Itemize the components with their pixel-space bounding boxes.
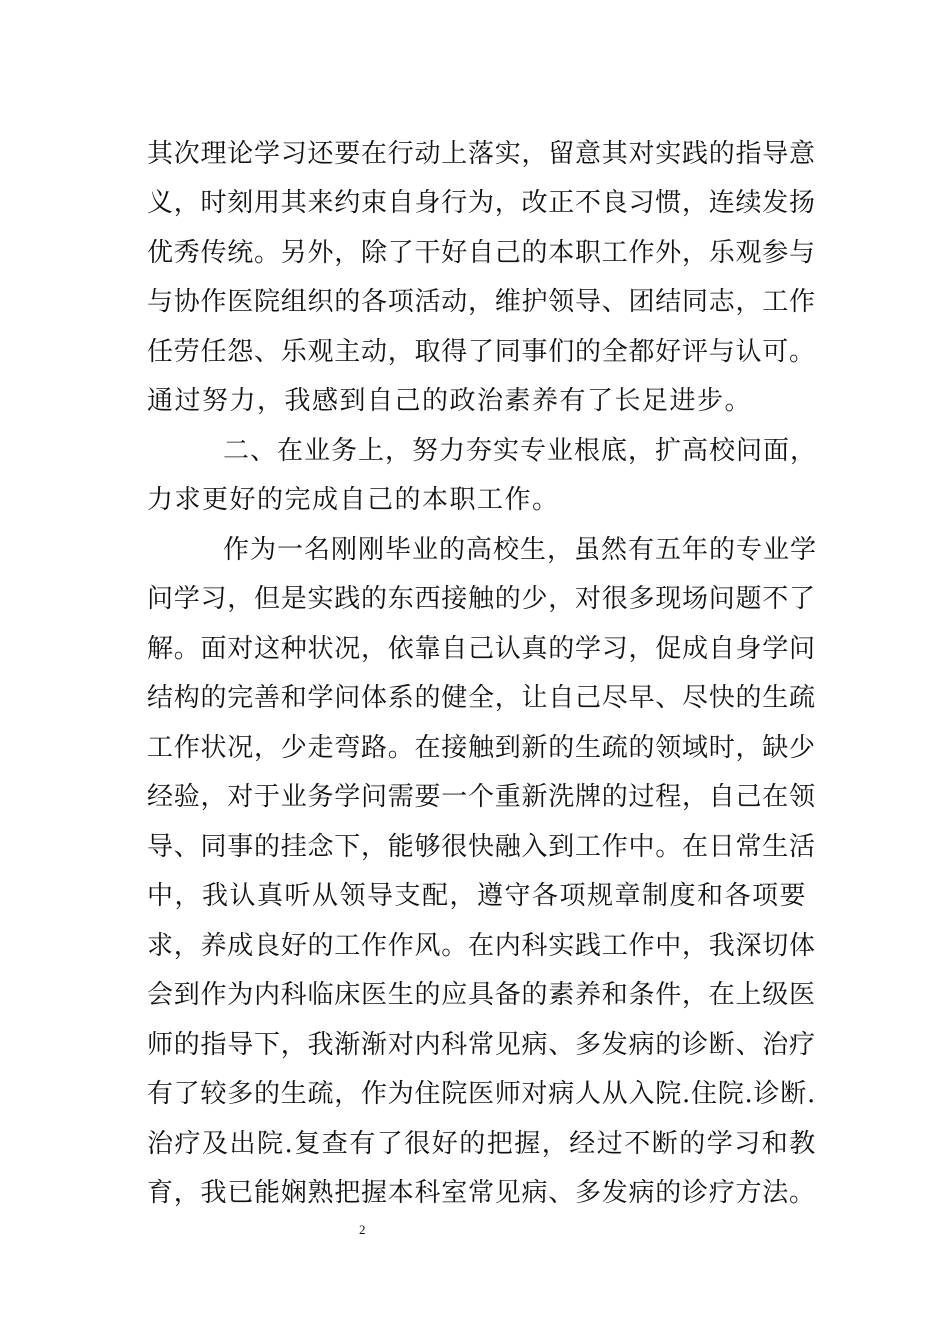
text-line: 工作状况，少走弯路。在接触到新的生疏的领域时，缺少	[147, 733, 816, 763]
text-line: 通过努力，我感到自己的政治素养有了长足进步。	[147, 386, 753, 416]
text-line: 优秀传统。另外，除了干好自己的本职工作外，乐观参与	[147, 238, 816, 268]
text-line: 任劳任怨、乐观主动，取得了同事们的全都好评与认可。	[147, 337, 816, 367]
text-line: 导、同事的挂念下，能够很快融入到工作中。在日常生活	[147, 832, 816, 862]
text-line: 作为一名刚刚毕业的高校生，虽然有五年的专业学	[223, 535, 818, 565]
text-line: 义，时刻用其来约束自身行为，改正不良习惯，连续发扬	[147, 188, 816, 218]
text-line: 求，养成良好的工作作风。在内科实践工作中，我深切体	[147, 931, 816, 961]
text-line: 问学习，但是实践的东西接触的少，对很多现场问题不了	[147, 584, 816, 614]
text-line: 与协作医院组织的各项活动，维护领导、团结同志，工作	[147, 287, 816, 317]
text-line: 解。面对这种状况，依靠自己认真的学习，促成自身学问	[147, 634, 816, 664]
text-line: 力求更好的完成自己的本职工作。	[147, 485, 560, 515]
text-line: 二、在业务上，努力夯实专业根底，扩高校问面，	[223, 436, 818, 466]
text-line: 治疗及出院.复查有了很好的把握，经过不断的学习和教	[147, 1129, 817, 1159]
text-line: 其次理论学习还要在行动上落实，留意其对实践的指导意	[147, 139, 816, 169]
text-line: 有了较多的生疏，作为住院医师对病人从入院.住院.诊断.	[147, 1079, 817, 1109]
page-number: 2	[359, 1222, 366, 1237]
text-line: 中，我认真听从领导支配，遵守各项规章制度和各项要	[147, 881, 808, 911]
text-line: 会到作为内科临床医生的应具备的素养和条件，在上级医	[147, 980, 816, 1010]
text-line: 经验，对于业务学问需要一个重新洗牌的过程，自己在领	[147, 782, 816, 812]
text-line: 师的指导下，我渐渐对内科常见病、多发病的诊断、治疗	[147, 1030, 816, 1060]
text-line: 育，我已能娴熟把握本科室常见病、多发病的诊疗方法。	[147, 1178, 816, 1208]
text-line: 结构的完善和学问体系的健全，让自己尽早、尽快的生疏	[147, 683, 816, 713]
